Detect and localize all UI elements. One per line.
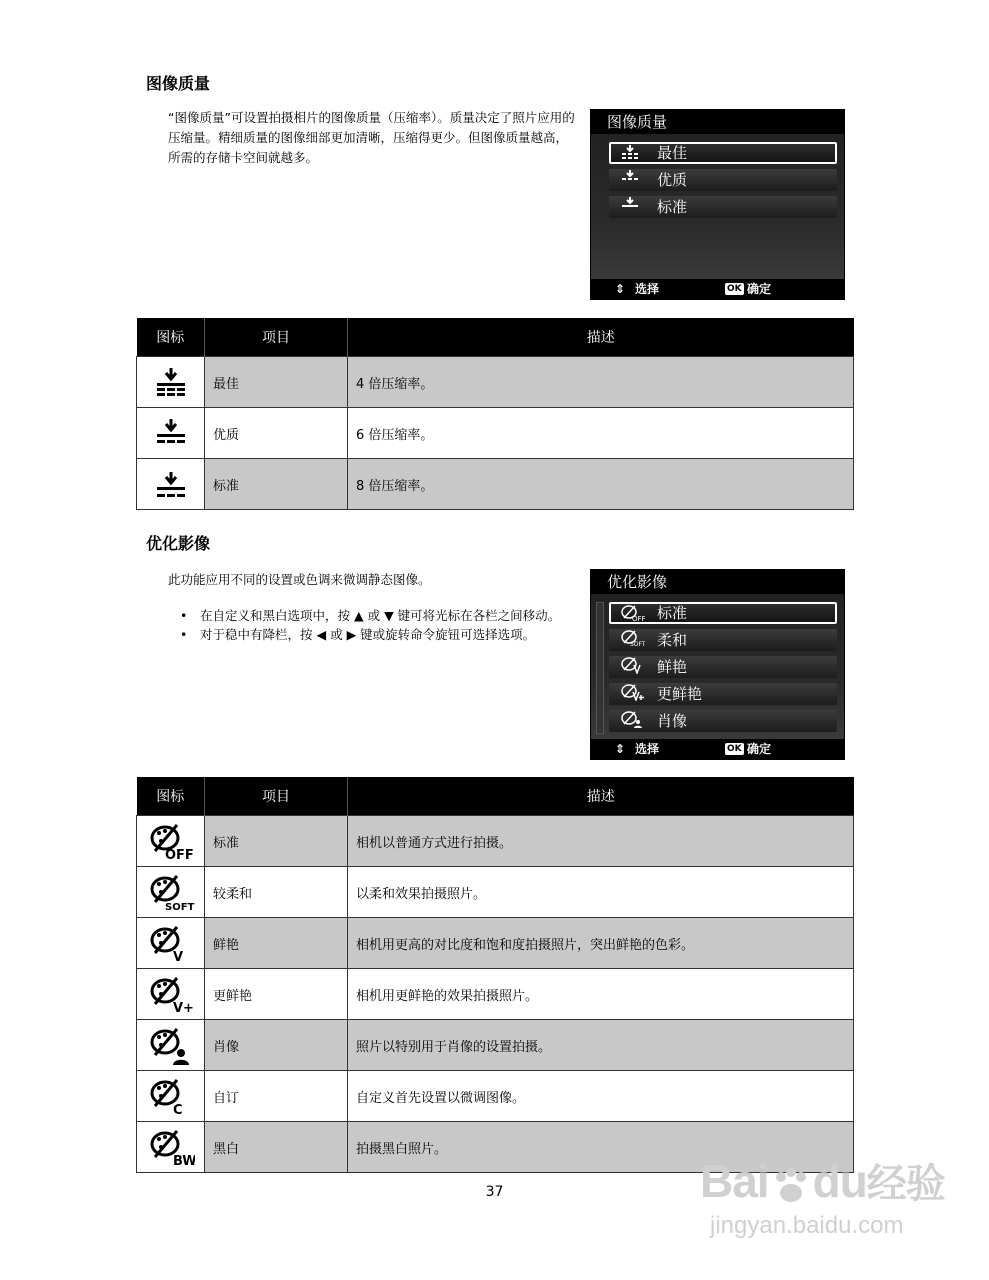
col-header-desc: 描述 <box>348 318 854 357</box>
cell-item: 较柔和 <box>205 867 348 918</box>
table-row <box>137 867 854 918</box>
image-quality-table <box>136 318 854 510</box>
cell-desc: 8 倍压缩率。 <box>348 459 854 510</box>
cell-item: 鲜艳 <box>205 918 348 969</box>
cell-desc: 相机用更鲜艳的效果拍摄照片。 <box>348 969 854 1020</box>
svg-text:OFF: OFF <box>632 615 645 622</box>
paw-icon <box>769 1163 813 1207</box>
col-header-desc: 描述 <box>348 777 854 816</box>
cell-desc: 以柔和效果拍摄照片。 <box>348 867 854 918</box>
quality-best-icon <box>621 144 639 166</box>
table-row <box>137 918 854 969</box>
table-row <box>137 969 854 1020</box>
sharpness-table <box>136 777 854 1173</box>
image-quality-description: “图像质量”可设置拍摄相片的图像质量（压缩率）。质量决定了照片应用的压缩量。精细质量的图像细部更加清晰，压缩得更少。但图像质量越高，所需的存储卡空间就越多。 <box>168 110 575 165</box>
custom-icon <box>147 1076 195 1116</box>
cell-item: 标准 <box>205 459 348 510</box>
screen-footer: ⇕ 选择 OK 确定 <box>591 739 844 759</box>
cell-item: 自订 <box>205 1071 348 1122</box>
svg-text:V+: V+ <box>172 1001 194 1014</box>
svg-text:SOFT: SOFT <box>164 902 194 912</box>
list-item: • 在自定义和黑白选项中，按 ▲ 或 ▼ 键可将光标在各栏之间移动。 <box>180 608 561 623</box>
cell-item: 黑白 <box>205 1122 348 1173</box>
up-arrow-icon: ▲ <box>353 608 364 623</box>
menu-item-normal[interactable]: 标准 <box>609 196 837 218</box>
black-white-icon <box>147 1127 195 1167</box>
sharpness-soft-icon <box>147 872 195 912</box>
sharpness-off-icon <box>621 604 645 628</box>
cell-item: 肖像 <box>205 1020 348 1071</box>
col-header-item: 项目 <box>205 777 348 816</box>
quality-normal-icon <box>621 196 639 220</box>
svg-text:SOFT: SOFT <box>630 641 645 647</box>
cell-item: 最佳 <box>205 357 348 408</box>
quality-fine-icon <box>621 169 639 193</box>
more-vivid-icon <box>621 683 645 709</box>
col-header-icon: 图标 <box>137 318 205 357</box>
cell-item: 优质 <box>205 408 348 459</box>
screen-footer: ⇕ 选择 OK 确定 <box>591 279 844 299</box>
menu-item-more-vivid[interactable]: 更鲜艳 <box>609 683 837 705</box>
instruction-list <box>168 606 576 644</box>
vivid-icon <box>147 923 195 963</box>
table-row <box>137 459 854 510</box>
section-heading-image-quality: 图像质量 <box>146 74 211 93</box>
table-row <box>137 357 854 408</box>
cell-desc: 照片以特别用于肖像的设置拍摄。 <box>348 1020 854 1071</box>
cell-desc: 自定义首先设置以微调图像。 <box>348 1071 854 1122</box>
camera-screen-sharpness <box>590 569 845 760</box>
screen-title: 图像质量 <box>591 110 844 134</box>
left-arrow-icon: ◀ <box>316 627 327 642</box>
screen-title: 优化影像 <box>591 570 844 594</box>
scrollbar[interactable] <box>596 602 604 734</box>
ok-button-icon: OK <box>727 744 742 754</box>
cell-item: 标准 <box>205 816 348 867</box>
menu-item-soft[interactable]: SOFT 柔和 <box>609 629 837 651</box>
menu-item-best[interactable]: 最佳 <box>609 142 837 164</box>
baidu-jingyan-logo: Bai du经验 <box>700 1155 945 1207</box>
quality-normal-icon <box>147 464 195 504</box>
table-row <box>137 1020 854 1071</box>
menu-item-fine[interactable]: 优质 <box>609 169 837 191</box>
svg-text:V: V <box>172 950 183 963</box>
menu-item-vivid[interactable]: 鲜艳 <box>609 656 837 678</box>
svg-text:OFF: OFF <box>164 848 194 861</box>
menu-item-standard[interactable]: OFF 标准 <box>609 602 837 624</box>
down-arrow-icon: ▼ <box>384 608 394 623</box>
more-vivid-icon <box>147 974 195 1014</box>
section-heading-sharpness: 优化影像 <box>146 534 211 553</box>
cell-desc: 6 倍压缩率。 <box>348 408 854 459</box>
up-down-arrows-icon: ⇕ <box>615 742 626 756</box>
vivid-icon <box>621 656 645 682</box>
watermark-url: jingyan.baidu.com <box>710 1212 904 1239</box>
table-row <box>137 408 854 459</box>
portrait-icon <box>621 710 645 736</box>
svg-text:C: C <box>172 1103 183 1116</box>
list-item: • 对于稳中有降栏，按 ◀ 或 ▶ 键或旋转命令旋钮可选择选项。 <box>180 627 536 642</box>
up-down-arrows-icon: ⇕ <box>615 282 626 296</box>
cell-desc: 拍摄黑白照片。 <box>348 1122 854 1173</box>
col-header-item: 项目 <box>205 318 348 357</box>
sharpness-soft-icon <box>621 629 645 655</box>
menu-item-portrait[interactable]: 肖像 <box>609 710 837 732</box>
portrait-icon <box>147 1025 195 1065</box>
table-row <box>137 816 854 867</box>
page-number: 37 <box>485 1184 504 1200</box>
cell-desc: 相机以普通方式进行拍摄。 <box>348 816 854 867</box>
ok-button-icon: OK <box>727 284 742 294</box>
sharpness-description: 此功能应用不同的设置或色调来微调静态图像。 <box>168 572 431 587</box>
right-arrow-icon: ▶ <box>346 627 357 642</box>
col-header-icon: 图标 <box>137 777 205 816</box>
cell-desc: 相机用更高的对比度和饱和度拍摄照片，突出鲜艳的色彩。 <box>348 918 854 969</box>
cell-desc: 4 倍压缩率。 <box>348 357 854 408</box>
quality-best-icon <box>147 362 195 402</box>
camera-screen-image-quality <box>590 109 845 300</box>
svg-text:BW: BW <box>172 1154 195 1167</box>
quality-fine-icon <box>147 413 195 453</box>
cell-item: 更鲜艳 <box>205 969 348 1020</box>
sharpness-off-icon <box>147 821 195 861</box>
table-row <box>137 1071 854 1122</box>
